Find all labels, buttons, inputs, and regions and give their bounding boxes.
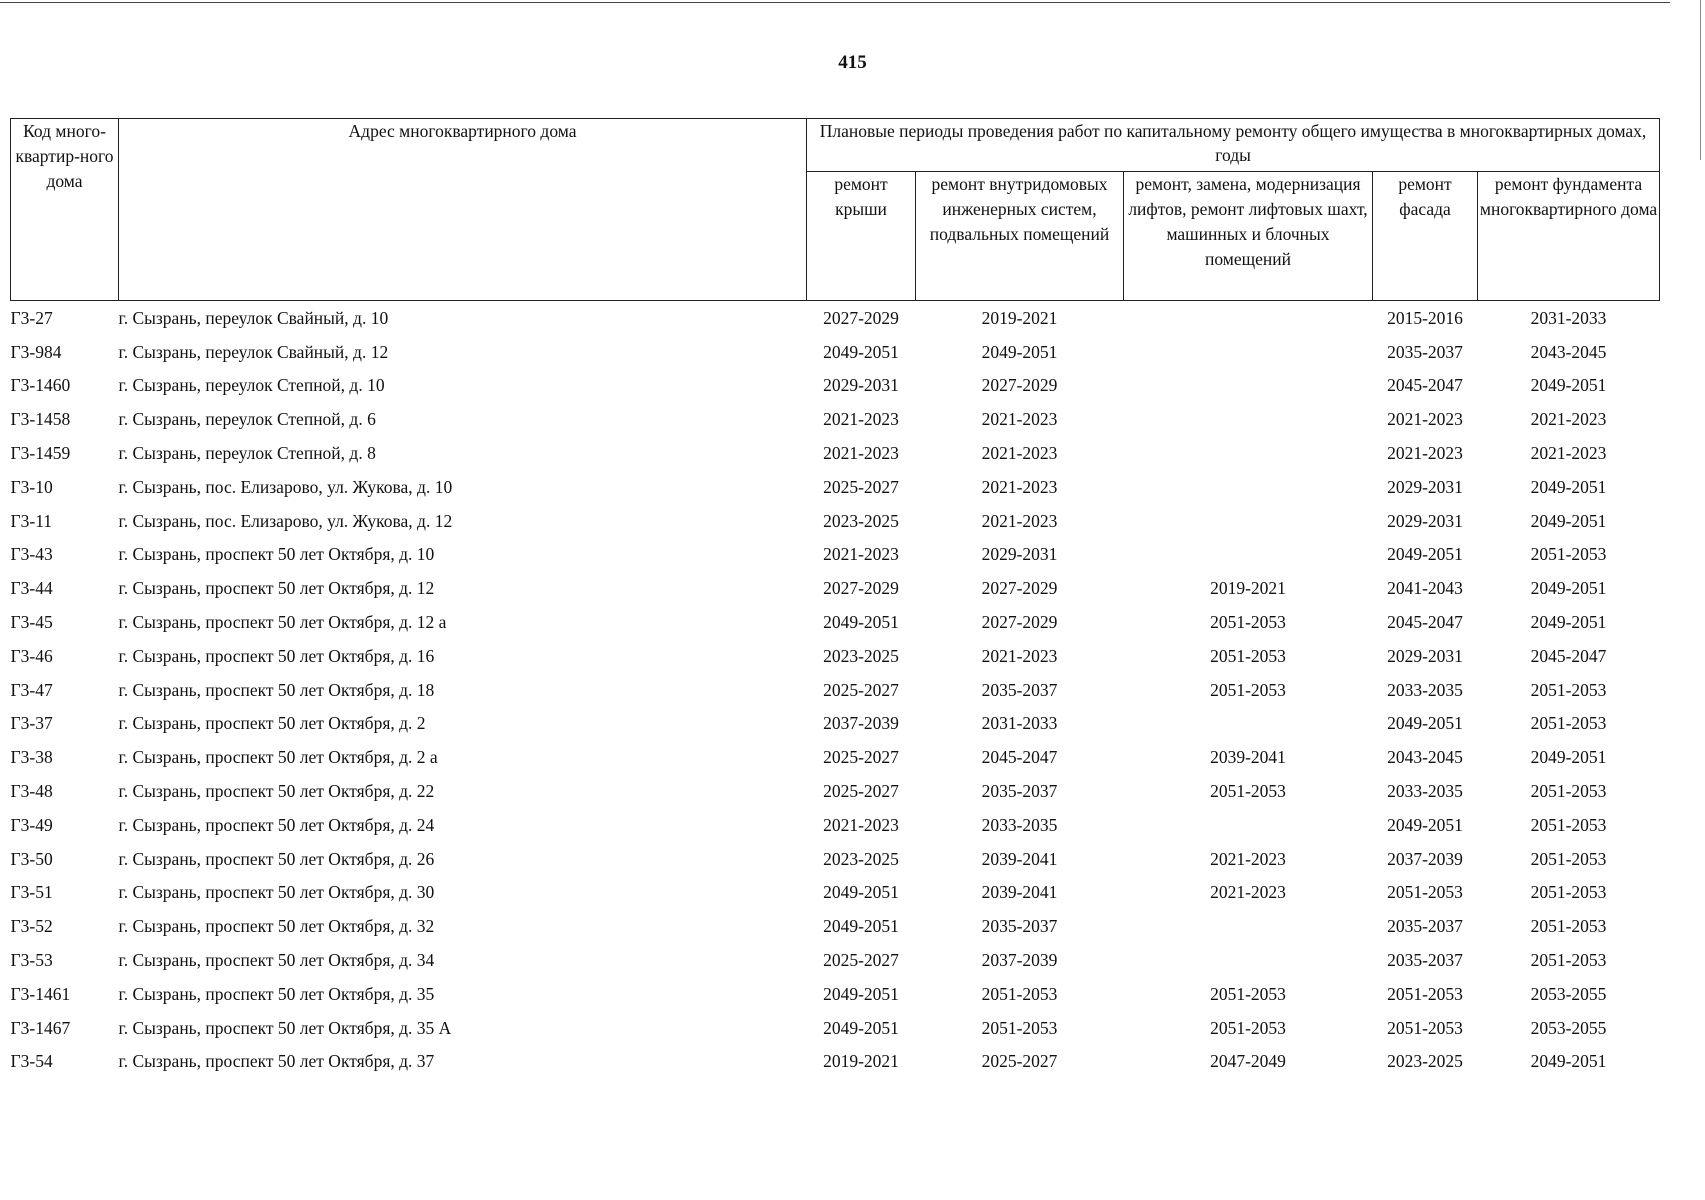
cell-facade: 2029-2031 — [1387, 476, 1463, 497]
cell-foundation: 2049-2051 — [1530, 476, 1607, 497]
cell-elevators — [1124, 369, 1373, 403]
cell-facade: 2049-2051 — [1387, 814, 1463, 835]
cell-roof: 2021-2023 — [823, 544, 899, 565]
table-row — [11, 909, 1660, 943]
cell-address: г. Сызрань, проспект 50 лет Октября, д. 30 — [118, 882, 435, 903]
cell-facade: 2051-2053 — [1387, 882, 1463, 903]
cell-foundation: 2049-2051 — [1530, 747, 1607, 768]
cell-code: Г3-10 — [10, 476, 53, 497]
cell-roof: 2049-2051 — [823, 612, 899, 633]
cell-address: г. Сызрань, проспект 50 лет Октября, д. 10 — [118, 544, 435, 565]
cell-facade: 2049-2051 — [1387, 713, 1463, 734]
cell-foundation: 2049-2051 — [1530, 578, 1607, 599]
cell-roof: 2029-2031 — [823, 375, 899, 396]
cell-elevators: 2039-2041 — [1210, 747, 1286, 768]
cell-foundation: 2051-2053 — [1530, 814, 1607, 835]
header-elevators: ремонт, замена, модернизация лифтов, ремонт лифтовых шахт, машинных и блочных помещений — [1124, 172, 1373, 301]
cell-foundation: 2051-2053 — [1530, 848, 1607, 869]
cell-engineering: 2027-2029 — [981, 578, 1058, 599]
cell-foundation: 2043-2045 — [1530, 341, 1607, 362]
header-code: Код много-квартир-ного дома — [11, 119, 119, 301]
cell-elevators: 2051-2053 — [1210, 781, 1286, 802]
cell-roof: 2037-2039 — [823, 713, 899, 734]
table-row — [11, 470, 1660, 504]
cell-roof: 2021-2023 — [823, 814, 899, 835]
cell-roof: 2049-2051 — [823, 916, 899, 937]
cell-elevators: 2051-2053 — [1210, 679, 1286, 700]
table-row — [11, 301, 1660, 335]
cell-facade: 2049-2051 — [1387, 544, 1463, 565]
cell-facade: 2023-2025 — [1387, 1051, 1463, 1072]
cell-engineering: 2035-2037 — [981, 781, 1058, 802]
cell-facade: 2033-2035 — [1387, 679, 1463, 700]
cell-code: Г3-38 — [10, 747, 53, 768]
cell-foundation: 2049-2051 — [1530, 510, 1607, 531]
cell-engineering: 2051-2053 — [981, 1017, 1058, 1038]
cell-roof: 2025-2027 — [823, 950, 899, 971]
table-row — [11, 504, 1660, 538]
cell-code: Г3-44 — [10, 578, 53, 599]
cell-elevators: 2051-2053 — [1210, 983, 1286, 1004]
cell-facade: 2033-2035 — [1387, 781, 1463, 802]
cell-foundation: 2053-2055 — [1530, 1017, 1607, 1038]
cell-foundation: 2021-2023 — [1530, 409, 1607, 430]
header-foundation: ремонт фундамента многоквартирного дома — [1478, 172, 1660, 301]
cell-engineering: 2021-2023 — [981, 476, 1058, 497]
table-body — [11, 301, 1660, 1079]
cell-elevators — [1124, 402, 1373, 436]
cell-foundation: 2051-2053 — [1530, 679, 1607, 700]
cell-elevators: 2021-2023 — [1210, 848, 1286, 869]
cell-engineering: 2027-2029 — [981, 375, 1058, 396]
cell-elevators: 2051-2053 — [1210, 1017, 1286, 1038]
cell-facade: 2051-2053 — [1387, 983, 1463, 1004]
cell-elevators — [1124, 909, 1373, 943]
cell-address: г. Сызрань, переулок Свайный, д. 10 — [118, 307, 389, 328]
cell-facade: 2015-2016 — [1387, 307, 1463, 328]
cell-elevators: 2051-2053 — [1210, 612, 1286, 633]
cell-address: г. Сызрань, проспект 50 лет Октября, д. 34 — [118, 950, 435, 971]
cell-code: Г3-1458 — [10, 409, 71, 430]
header-periods: Плановые периоды проведения работ по капитальному ремонту общего имущества в многоквартирных домах, годы — [807, 119, 1660, 172]
cell-elevators — [1124, 943, 1373, 977]
cell-code: Г3-45 — [10, 612, 53, 633]
cell-engineering: 2049-2051 — [981, 341, 1058, 362]
table-row — [11, 808, 1660, 842]
cell-address: г. Сызрань, переулок Степной, д. 10 — [118, 375, 385, 396]
table-row — [11, 571, 1660, 605]
cell-code: Г3-11 — [10, 510, 53, 531]
cell-facade: 2045-2047 — [1387, 375, 1463, 396]
cell-roof: 2025-2027 — [823, 476, 899, 497]
cell-roof: 2025-2027 — [823, 747, 899, 768]
cell-code: Г3-1467 — [10, 1017, 71, 1038]
cell-engineering: 2019-2021 — [981, 307, 1058, 328]
cell-elevators — [1124, 808, 1373, 842]
cell-facade: 2037-2039 — [1387, 848, 1463, 869]
cell-address: г. Сызрань, проспект 50 лет Октября, д. 2 а — [118, 747, 438, 768]
cell-address: г. Сызрань, проспект 50 лет Октября, д. 32 — [118, 916, 435, 937]
cell-foundation: 2051-2053 — [1530, 950, 1607, 971]
cell-foundation: 2051-2053 — [1530, 544, 1607, 565]
cell-roof: 2049-2051 — [823, 1017, 899, 1038]
cell-roof: 2049-2051 — [823, 341, 899, 362]
cell-elevators: 2019-2021 — [1210, 578, 1286, 599]
cell-foundation: 2049-2051 — [1530, 612, 1607, 633]
table-row — [11, 335, 1660, 369]
cell-elevators: 2051-2053 — [1210, 645, 1286, 666]
cell-code: Г3-984 — [10, 341, 62, 362]
cell-code: Г3-1460 — [10, 375, 71, 396]
cell-facade: 2045-2047 — [1387, 612, 1463, 633]
table-row — [11, 538, 1660, 572]
cell-elevators: 2021-2023 — [1210, 882, 1286, 903]
cell-elevators — [1124, 436, 1373, 470]
cell-code: Г3-54 — [10, 1051, 53, 1072]
cell-foundation: 2049-2051 — [1530, 1051, 1607, 1072]
table-row — [11, 673, 1660, 707]
table-row — [11, 369, 1660, 403]
cell-code: Г3-1459 — [10, 443, 71, 464]
cell-foundation: 2051-2053 — [1530, 781, 1607, 802]
table-row — [11, 707, 1660, 741]
cell-facade: 2021-2023 — [1387, 443, 1463, 464]
cell-foundation: 2049-2051 — [1530, 375, 1607, 396]
cell-elevators — [1124, 538, 1373, 572]
cell-code: Г3-47 — [10, 679, 53, 700]
table-row — [11, 943, 1660, 977]
cell-roof: 2049-2051 — [823, 983, 899, 1004]
table-row — [11, 774, 1660, 808]
cell-elevators — [1124, 301, 1373, 335]
cell-foundation: 2051-2053 — [1530, 713, 1607, 734]
cell-roof: 2025-2027 — [823, 781, 899, 802]
cell-address: г. Сызрань, проспект 50 лет Октября, д. 16 — [118, 645, 435, 666]
cell-engineering: 2035-2037 — [981, 679, 1058, 700]
cell-code: Г3-53 — [10, 950, 53, 971]
header-roof: ремонт крыши — [807, 172, 916, 301]
header-engineering: ремонт внутридомовых инженерных систем, подвальных помещений — [916, 172, 1124, 301]
cell-roof: 2025-2027 — [823, 679, 899, 700]
repair-plan-table — [10, 118, 1660, 1078]
page-number: 415 — [838, 52, 867, 73]
cell-engineering: 2021-2023 — [981, 409, 1058, 430]
cell-engineering: 2035-2037 — [981, 916, 1058, 937]
cell-roof: 2021-2023 — [823, 409, 899, 430]
cell-facade: 2035-2037 — [1387, 341, 1463, 362]
cell-address: г. Сызрань, пос. Елизарово, ул. Жукова, д. 10 — [118, 476, 453, 497]
cell-address: г. Сызрань, проспект 50 лет Октября, д. 37 — [118, 1051, 435, 1072]
cell-foundation: 2021-2023 — [1530, 443, 1607, 464]
cell-code: Г3-48 — [10, 781, 53, 802]
table-row — [11, 639, 1660, 673]
cell-engineering: 2039-2041 — [981, 848, 1058, 869]
cell-roof: 2027-2029 — [823, 578, 899, 599]
cell-code: Г3-27 — [10, 307, 53, 328]
table-row — [11, 436, 1660, 470]
cell-foundation: 2051-2053 — [1530, 916, 1607, 937]
cell-code: Г3-49 — [10, 814, 53, 835]
cell-address: г. Сызрань, проспект 50 лет Октября, д. 22 — [118, 781, 435, 802]
cell-address: г. Сызрань, проспект 50 лет Октября, д. 35 А — [118, 1017, 452, 1038]
cell-roof: 2027-2029 — [823, 307, 899, 328]
cell-address: г. Сызрань, проспект 50 лет Октября, д. 24 — [118, 814, 435, 835]
cell-engineering: 2021-2023 — [981, 645, 1058, 666]
cell-foundation: 2051-2053 — [1530, 882, 1607, 903]
cell-code: Г3-52 — [10, 916, 53, 937]
cell-address: г. Сызрань, переулок Свайный, д. 12 — [118, 341, 389, 362]
cell-facade: 2029-2031 — [1387, 510, 1463, 531]
header-facade: ремонт фасада — [1373, 172, 1478, 301]
cell-foundation: 2045-2047 — [1530, 645, 1607, 666]
cell-address: г. Сызрань, проспект 50 лет Октября, д. 35 — [118, 983, 435, 1004]
header-row-top — [11, 119, 1660, 172]
cell-code: Г3-1461 — [10, 983, 71, 1004]
cell-engineering: 2029-2031 — [981, 544, 1058, 565]
table-row — [11, 876, 1660, 910]
cell-facade: 2051-2053 — [1387, 1017, 1463, 1038]
cell-address: г. Сызрань, проспект 50 лет Октября, д. 12 а — [118, 612, 447, 633]
cell-elevators — [1124, 470, 1373, 504]
table-row — [11, 605, 1660, 639]
cell-address: г. Сызрань, переулок Степной, д. 8 — [118, 443, 376, 464]
cell-roof: 2023-2025 — [823, 848, 899, 869]
scan-edge-line — [0, 2, 1670, 3]
cell-roof: 2021-2023 — [823, 443, 899, 464]
cell-engineering: 2021-2023 — [981, 443, 1058, 464]
table-row — [11, 402, 1660, 436]
cell-foundation: 2053-2055 — [1530, 983, 1607, 1004]
cell-facade: 2041-2043 — [1387, 578, 1463, 599]
cell-address: г. Сызрань, переулок Степной, д. 6 — [118, 409, 376, 430]
table-row — [11, 1011, 1660, 1045]
cell-code: Г3-51 — [10, 882, 53, 903]
cell-roof: 2049-2051 — [823, 882, 899, 903]
cell-engineering: 2051-2053 — [981, 983, 1058, 1004]
cell-address: г. Сызрань, проспект 50 лет Октября, д. 18 — [118, 679, 435, 700]
cell-engineering: 2037-2039 — [981, 950, 1058, 971]
cell-facade: 2021-2023 — [1387, 409, 1463, 430]
cell-elevators — [1124, 707, 1373, 741]
cell-address: г. Сызрань, проспект 50 лет Октября, д. 12 — [118, 578, 435, 599]
table-row — [11, 842, 1660, 876]
cell-address: г. Сызрань, пос. Елизарово, ул. Жукова, д. 12 — [118, 510, 453, 531]
table-row — [11, 1045, 1660, 1079]
cell-facade: 2035-2037 — [1387, 916, 1463, 937]
scan-edge-mark — [1700, 0, 1701, 160]
cell-roof: 2023-2025 — [823, 645, 899, 666]
cell-code: Г3-46 — [10, 645, 53, 666]
cell-engineering: 2033-2035 — [981, 814, 1058, 835]
cell-elevators — [1124, 335, 1373, 369]
table-row — [11, 740, 1660, 774]
cell-facade: 2035-2037 — [1387, 950, 1463, 971]
cell-address: г. Сызрань, проспект 50 лет Октября, д. 2 — [118, 713, 426, 734]
table-row — [11, 977, 1660, 1011]
cell-address: г. Сызрань, проспект 50 лет Октября, д. 26 — [118, 848, 435, 869]
cell-roof: 2019-2021 — [823, 1051, 899, 1072]
cell-code: Г3-37 — [10, 713, 53, 734]
cell-roof: 2023-2025 — [823, 510, 899, 531]
header-address: Адрес многоквартирного дома — [119, 119, 807, 301]
cell-code: Г3-50 — [10, 848, 53, 869]
cell-foundation: 2031-2033 — [1530, 307, 1607, 328]
cell-facade: 2043-2045 — [1387, 747, 1463, 768]
cell-facade: 2029-2031 — [1387, 645, 1463, 666]
cell-elevators: 2047-2049 — [1210, 1051, 1286, 1072]
cell-engineering: 2027-2029 — [981, 612, 1058, 633]
cell-elevators — [1124, 504, 1373, 538]
cell-engineering: 2021-2023 — [981, 510, 1058, 531]
cell-engineering: 2031-2033 — [981, 713, 1058, 734]
cell-engineering: 2025-2027 — [981, 1051, 1058, 1072]
cell-code: Г3-43 — [10, 544, 53, 565]
cell-engineering: 2045-2047 — [981, 747, 1058, 768]
cell-engineering: 2039-2041 — [981, 882, 1058, 903]
